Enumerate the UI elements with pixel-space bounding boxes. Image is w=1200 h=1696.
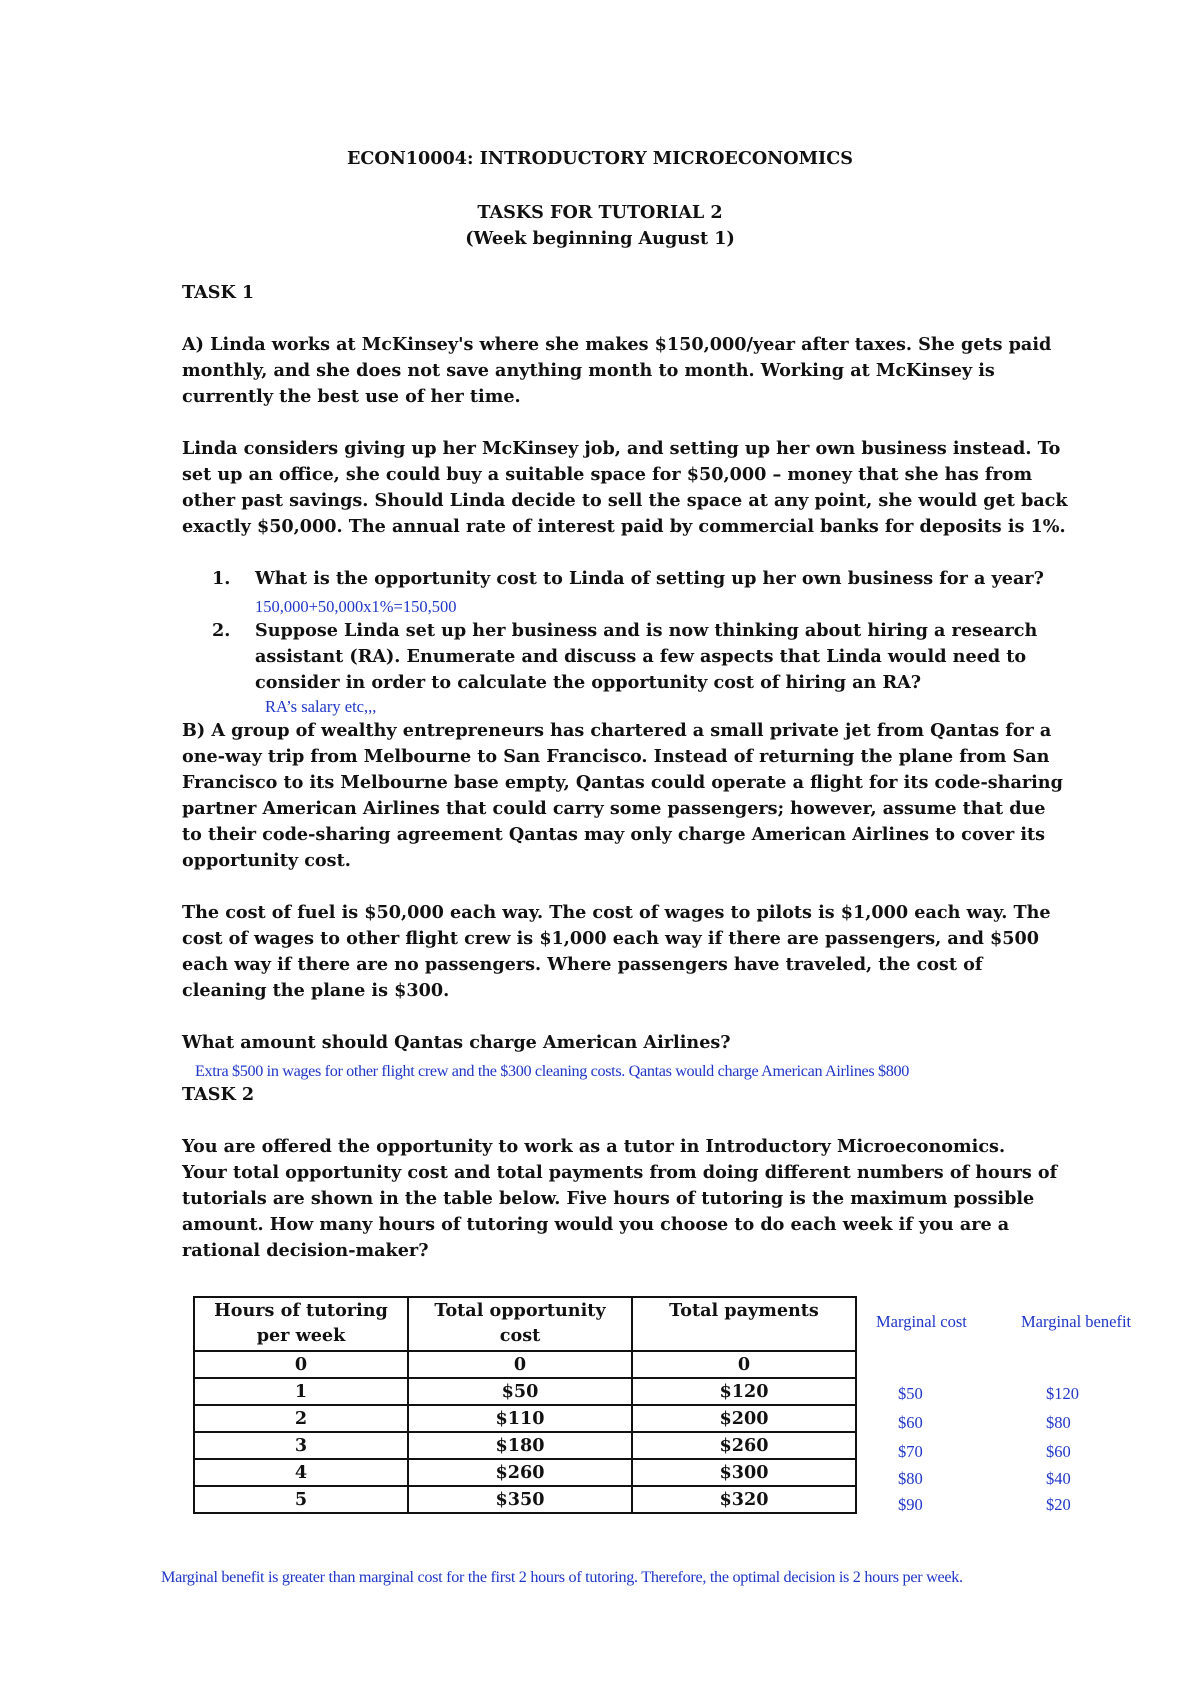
header-opportunity-cost: Total opportunity cost (408, 1297, 632, 1351)
marginal-benefit-1: $120 (1046, 1384, 1079, 1403)
marginal-benefit-5: $20 (1046, 1495, 1071, 1514)
task2-line5: rational decision-maker? (182, 1240, 429, 1261)
marginal-benefit-label: Marginal benefit (1021, 1312, 1132, 1331)
header-hours: Hours of tutoring per week (194, 1297, 408, 1351)
marginal-benefit-2: $80 (1046, 1413, 1071, 1432)
question-2-line1: Suppose Linda set up her business and is now thinking about hiring a research (255, 620, 1038, 641)
task2-line4: amount. How many hours of tutoring would you choose to do each week if you are a (182, 1214, 1010, 1235)
task1-b-p2-line2: cost of wages to other flight crew is $1,000 each way if there are passengers, and $500 (182, 928, 1039, 949)
task1-a-p2-line1: Linda considers giving up her McKinsey job, and setting up her own business instead. To (182, 438, 1061, 459)
task1-b-line3: Francisco to its Melbourne base empty, Qantas could operate a flight for its code-sharing (182, 772, 1063, 793)
table-row: 2 $110 $200 (194, 1405, 856, 1432)
table-row: 4 $260 $300 (194, 1459, 856, 1486)
marginal-cost-3: $70 (898, 1442, 923, 1461)
marginal-cost-4: $80 (898, 1469, 923, 1488)
header-total-payments: Total payments (632, 1297, 856, 1351)
task1-a-line1: A) Linda works at McKinsey's where she makes $150,000/year after taxes. She gets paid (182, 334, 1052, 355)
marginal-cost-5: $90 (898, 1495, 923, 1514)
task1-b-line2: one-way trip from Melbourne to San Francisco. Instead of returning the plane from San (182, 746, 1050, 767)
table-row: 3 $180 $260 (194, 1432, 856, 1459)
task1-a-p2-line3: other past savings. Should Linda decide to sell the space at any point, she would get back (182, 490, 1068, 511)
marginal-benefit-3: $60 (1046, 1442, 1071, 1461)
part-b-label: B) (182, 720, 206, 741)
task1-b-line1: B) A group of wealthy entrepreneurs has chartered a small private jet from Qantas for a (182, 720, 1052, 741)
answer-2: RA’s salary etc,,, (265, 697, 377, 716)
task1-b-p2-line1: The cost of fuel is $50,000 each way. The cost of wages to pilots is $1,000 each way. The (182, 902, 1051, 923)
conclusion-text: Marginal benefit is greater than marginal cost for the first 2 hours of tutoring. Therefore, the optimal decision is 2 hours per week. (161, 1568, 963, 1586)
table-row: 1 $50 $120 (194, 1378, 856, 1405)
question-2-line2: assistant (RA). Enumerate and discuss a few aspects that Linda would need to (255, 646, 1027, 667)
week-subtitle: (Week beginning August 1) (465, 228, 735, 249)
task1-b-line5: to their code-sharing agreement Qantas may only charge American Airlines to cover its (182, 824, 1046, 845)
task1-a-p2-line2: set up an office, she could buy a suitable space for $50,000 – money that she has from (182, 464, 1033, 485)
course-title: ECON10004: INTRODUCTORY MICROECONOMICS (346, 148, 853, 169)
question-2-line3: consider in order to calculate the opportunity cost of hiring an RA? (255, 672, 922, 693)
task1-a-line3: currently the best use of her time. (182, 386, 521, 407)
marginal-cost-label: Marginal cost (876, 1312, 967, 1331)
table-header-row (194, 1297, 856, 1351)
task2-heading: TASK 2 (182, 1084, 255, 1105)
marginal-cost-2: $60 (898, 1413, 923, 1432)
question-1-number: 1. (212, 568, 231, 589)
table-row: 0 0 0 (194, 1351, 856, 1378)
task1-b-p2-line3: each way if there are no passengers. Where passengers have traveled, the cost of (182, 954, 983, 975)
tutorial-title: TASKS FOR TUTORIAL 2 (477, 202, 723, 223)
task1-a-p2-line4: exactly $50,000. The annual rate of interest paid by commercial banks for deposits is 1%. (182, 516, 1066, 537)
task1-b-p2-line4: cleaning the plane is $300. (182, 980, 450, 1001)
task1-b-answer: Extra $500 in wages for other flight crew and the $300 cleaning costs. Qantas would charge American Airlines $800 (195, 1062, 910, 1080)
question-1: What is the opportunity cost to Linda of setting up her own business for a year? (255, 568, 1044, 589)
question-2-number: 2. (212, 620, 231, 641)
task2-line1: You are offered the opportunity to work as a tutor in Introductory Microeconomics. (182, 1136, 1006, 1157)
part-a-label: A) (182, 334, 204, 355)
task1-heading: TASK 1 (182, 282, 255, 303)
task1-a-line2: monthly, and she does not save anything month to month. Working at McKinsey is (182, 360, 995, 381)
table-row: 5 $350 $320 (194, 1486, 856, 1513)
tutoring-table (193, 1296, 857, 1514)
marginal-benefit-4: $40 (1046, 1469, 1071, 1488)
task1-b-question: What amount should Qantas charge American Airlines? (182, 1032, 731, 1053)
task2-line2: Your total opportunity cost and total payments from doing different numbers of hours of (182, 1162, 1058, 1183)
answer-1: 150,000+50,000x1%=150,500 (255, 597, 457, 616)
task1-b-line6: opportunity cost. (182, 850, 351, 871)
task2-line3: tutorials are shown in the table below. Five hours of tutoring is the maximum possible (182, 1188, 1035, 1209)
marginal-cost-1: $50 (898, 1384, 923, 1403)
task1-b-line4: partner American Airlines that could carry some passengers; however, assume that due (182, 798, 1046, 819)
